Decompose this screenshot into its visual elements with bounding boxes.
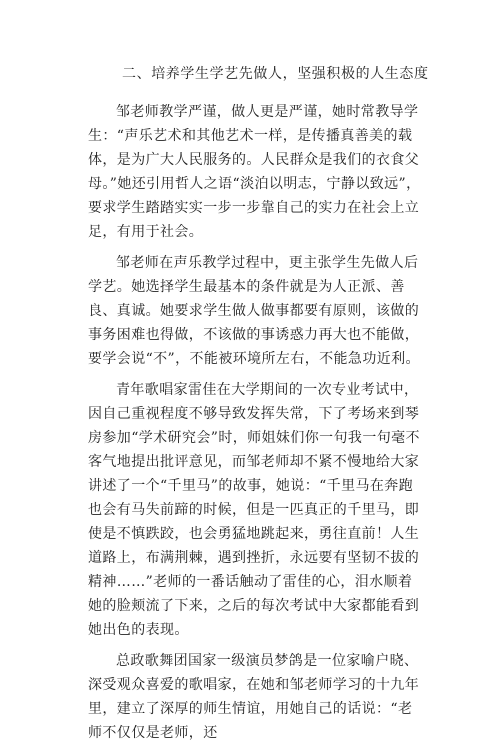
paragraph-character-first: 邹老师在声乐教学过程中，更主张学生先做人后学艺。她选择学生最基本的条件就是为人正派、善良、真诚。她要求学生做人做事都要有原则，该做的事务困难也得做，不该做的事诱惑力再大也不能做，要学会说“不”，不能被环境所左右，不能急功近利。: [88, 255, 420, 367]
section-heading: 二、培养学生学艺先做人，坚强积极的人生态度: [122, 66, 429, 82]
paragraph-mengge: 总政歌舞团国家一级演员梦鸽是一位家喻户晓、深受观众喜爱的歌唱家，在她和邹老师学习的十九年里，建立了深厚的师生情谊，用她自己的话说：“老师不仅仅是老师，还: [88, 653, 420, 741]
paragraph-teaching-rigor: 邹老师教学严谨，做人更是严谨，她时常教导学生：“声乐艺术和其他艺术一样，是传播真善美的载体，是为广大人民服务的。人民群众是我们的衣食父母。”她还引用哲人之语“淡泊以明志，宁静以致远”，要求学生踏踏实实一步一步靠自己的实力在社会上立足，有用于社会。: [88, 104, 421, 240]
paragraph-leijia-story: 青年歌唱家雷佳在大学期间的一次专业考试中，因自己重视程度不够导致发挥失常，下了考场来到琴房参加“学术研究会”时，师姐妹们你一句我一句毫不客气地提出批评意见，而邹老师却不紧不慢地给大家讲述了一个“千里马”的故事，她说：“千里马在奔跑也会有马失前蹄的时候，但是一匹真正的千里马，即使是不慎跌跤，也会勇猛地跳起来，勇往直前！人生道路上，布满荆棘，遇到挫折，永远要有坚韧不拔的精神……”老师的一番话触动了雷佳的心，泪水顺着她的脸颊流了下来，之后的每次考试中大家都能看到她出色的表现。: [88, 382, 420, 638]
